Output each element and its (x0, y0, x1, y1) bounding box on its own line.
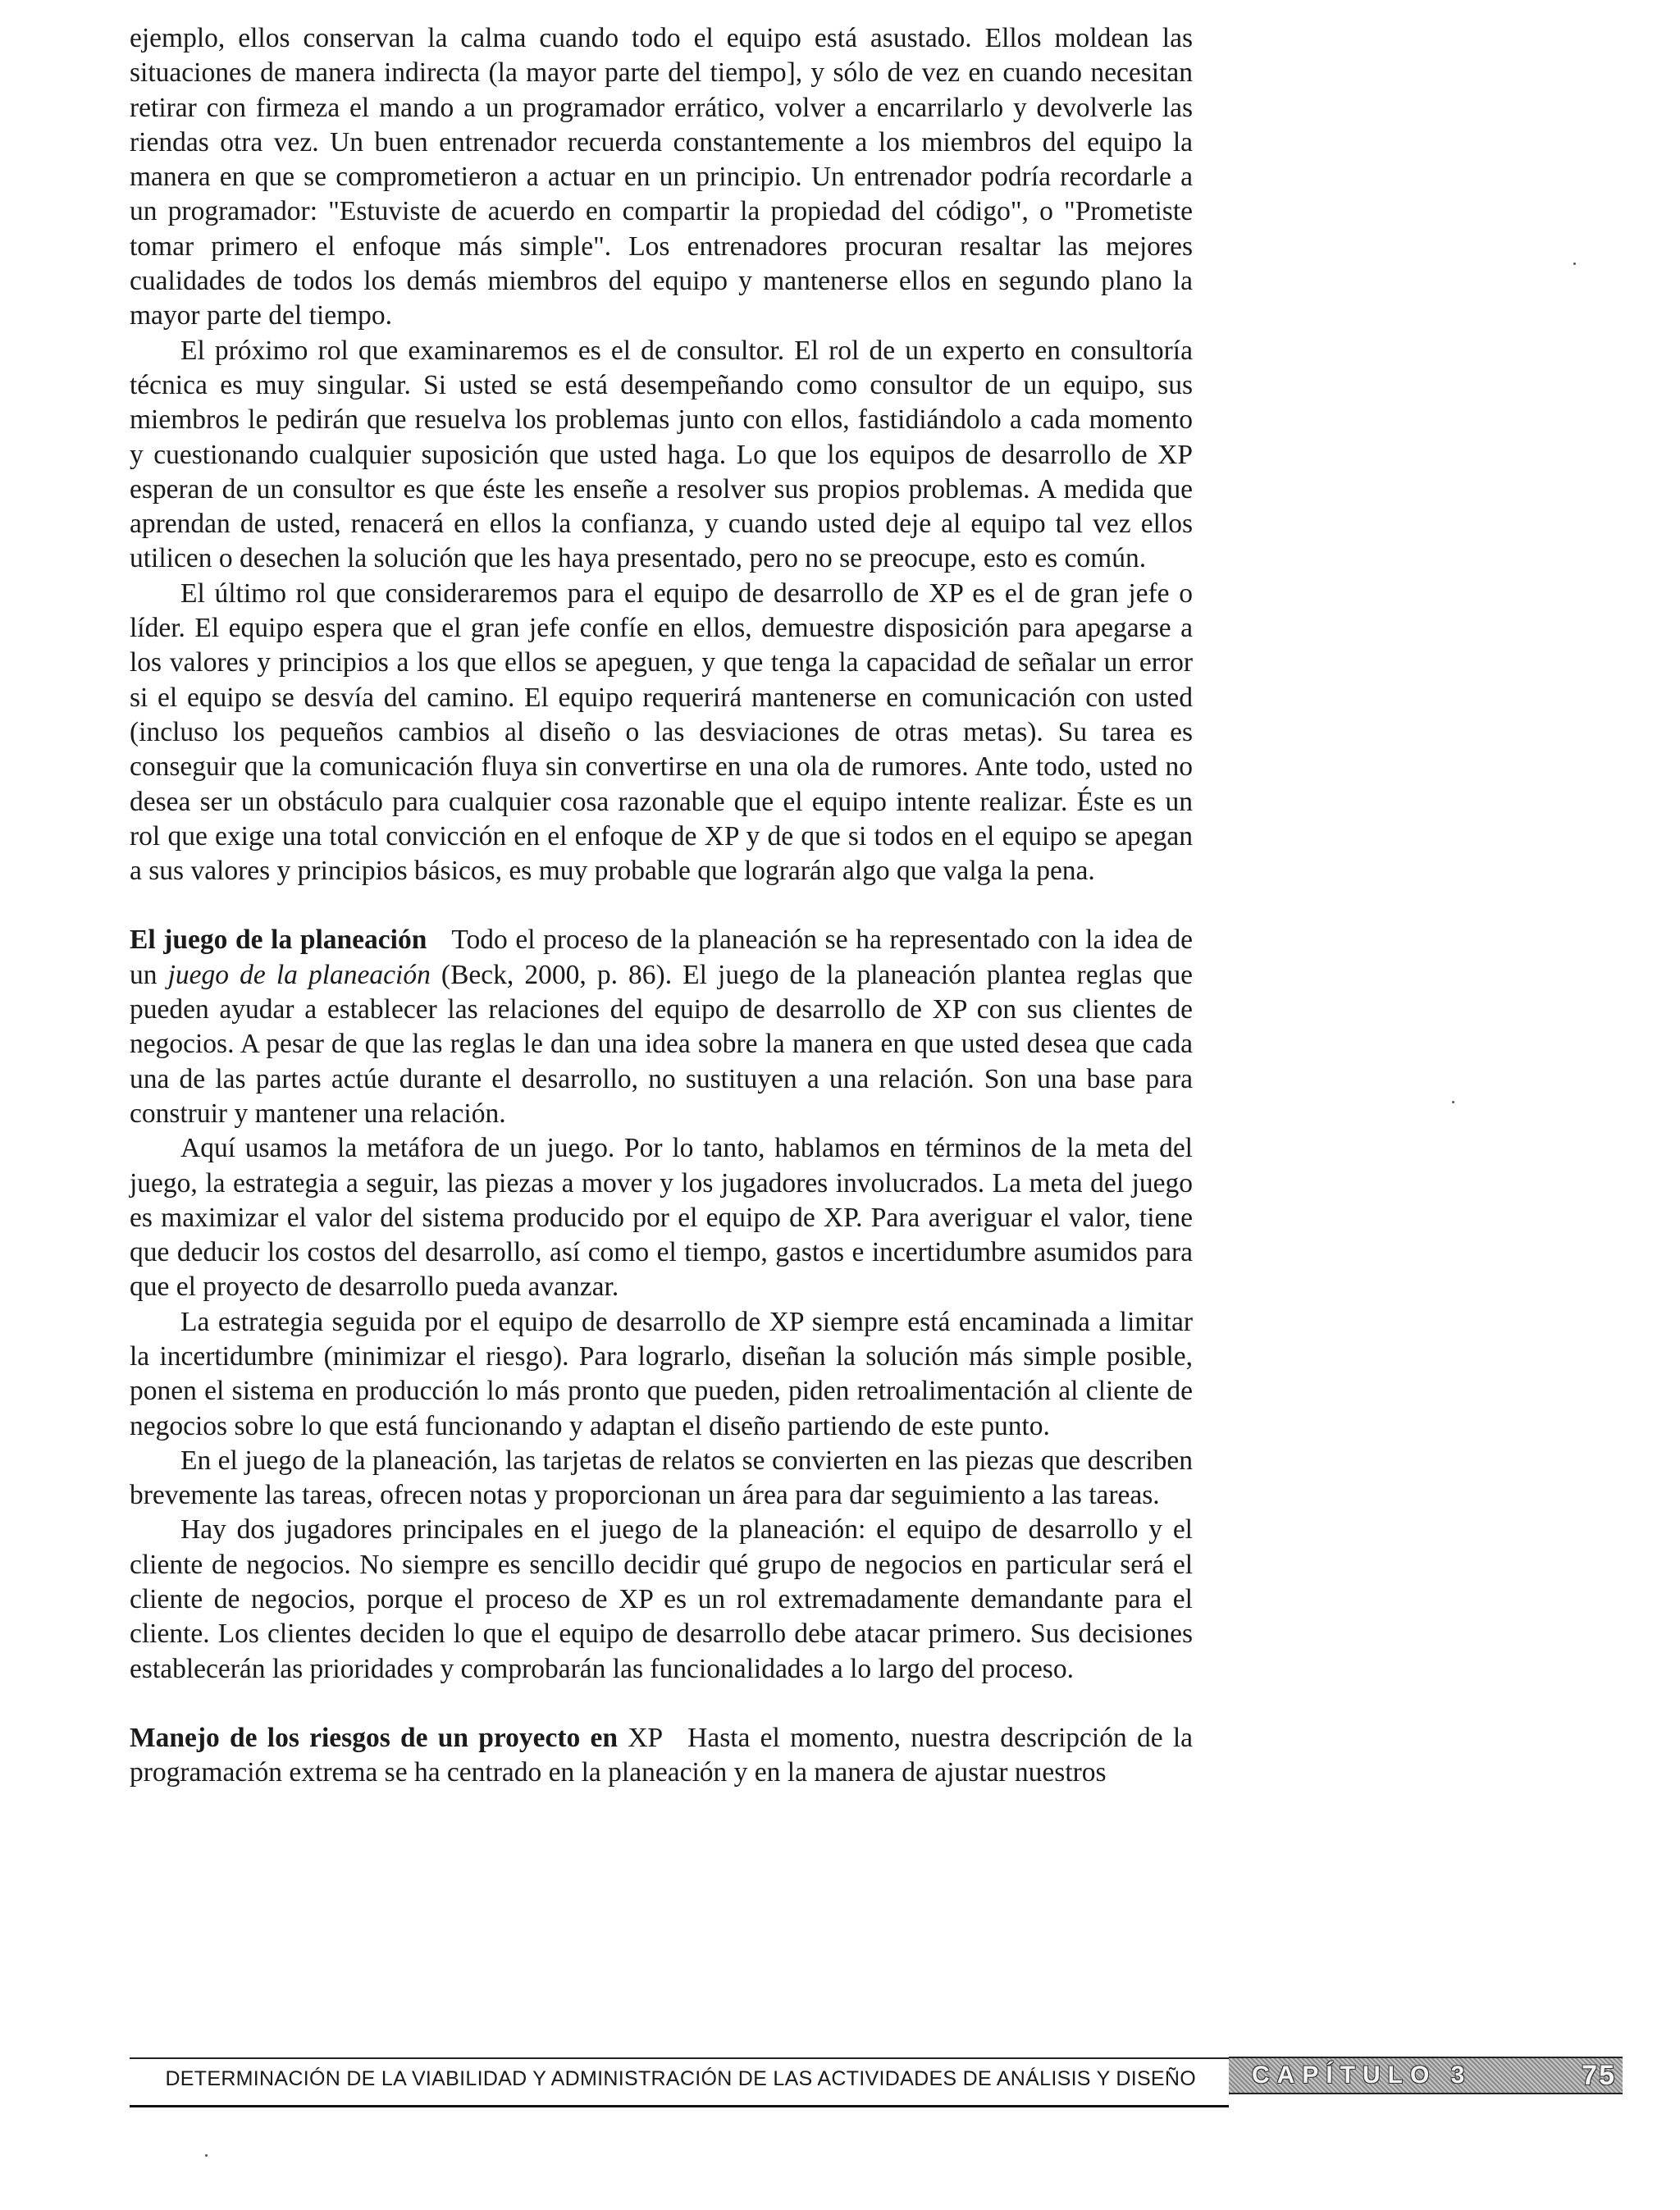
paragraph-consultant: El próximo rol que examinaremos es el de consultor. El rol de un experto en consultoría técnica es muy singular. Si usted se está desempeñando como consultor de un equipo, sus miembros le pedirán que resuelva los problemas junto con ellos, fastidiándolo a cada momento y cuestionando cualquier suposición que usted haga. Lo que los equipos de desarrollo de XP esperan de un consultor es que éste les enseñe a resolver sus propios problemas. A medida que aprendan de usted, renacerá en ellos la confianza, y cuando usted deje al equipo tal vez ellos utilicen o desechen la solución que les haya presentado, pero no se preocupe, esto es común. (130, 335, 1193, 574)
paragraph-planning-game-italic: juego de la planeación (167, 959, 431, 990)
paragraph-metaphor: Aquí usamos la metáfora de un juego. Por lo tanto, hablamos en términos de la meta del juego, la estrategia a seguir, las piezas a mover y los jugadores involucrados. La meta del juego es maximizar el valor del sistema producido por el equipo de XP. Para averiguar el valor, tiene que deducir los costos del desarrollo, así como el tiempo, gastos e incertidumbre asumidos para que el proyecto de desarrollo pueda avanzar. (130, 1133, 1193, 1303)
chapter-tab (1229, 2057, 1623, 2094)
footer-rule-top (130, 2057, 1229, 2059)
paragraph-big-boss: El último rol que consideraremos para el equipo de desarrollo de XP es el de gran jefe o líder. El equipo espera que el gran jefe confíe en ellos, demuestre disposición para apegarse a los valores y principios a los que ellos se apeguen, y que tenga la capacidad de señalar un error si el equipo se desvía del camino. El equipo requerirá mantenerse en comunicación con usted (incluso los pequeños cambios al diseño o las desviaciones de otras metas). Su tarea es conseguir que la comunicación fluya sin convertirse en una ola de rumores. Ante todo, usted no desea ser un obstáculo para cualquier cosa razonable que el equipo intente realizar. Éste es un rol que exige una total convicción en el enfoque de XP y de que si todos en el equipo se apegan a sus valores y principios básicos, es muy probable que lograrán algo que valga la pena. (130, 578, 1193, 887)
page-number: 75 (1582, 2059, 1616, 2091)
paragraph-coach: ejemplo, ellos conservan la calma cuando todo el equipo está asustado. Ellos moldean las situaciones de manera indirecta (la mayor parte del tiempo], y sólo de vez en cuando necesitan retirar con firmeza el mando a un programador errático, volver a encarrilarlo y devolverle las riendas otra vez. Un buen entrenador recuerda constantemente a los miembros del equipo la manera en que se comprometieron a actuar en un principio. Un entrenador podría recordarle a un programador: "Estuviste de acuerdo en compartir la propiedad del código", o "Prometiste tomar primero el enfoque más simple". Los entrenadores procuran resaltar las mejores cualidades de todos los demás miembros del equipo y mantenerse ellos en segundo plano la mayor parte del tiempo. (130, 23, 1193, 331)
chapter-label: CAPÍTULO 3 (1252, 2062, 1472, 2089)
paragraph-planning-game (130, 923, 1193, 1131)
body-text (130, 21, 1193, 1791)
paragraph-planning-game-text-b: (Beck, 2000, p. 86). El juego de la planeación plantea reglas que pueden ayudar a establecer las relaciones del equipo de desarrollo de XP con sus clientes de negocios. A pesar de que las reglas le dan una idea sobre la manera en que usted desea que cada una de las partes actúe durante el desarrollo, no sustituyen a una relación. Son una base para construir y mantener una relación. (130, 959, 1193, 1129)
scan-speck (205, 2154, 208, 2157)
paragraph-players: Hay dos jugadores principales en el juego de la planeación: el equipo de desarrollo y el cliente de negocios. No siempre es sencillo decidir qué grupo de negocios en particular será el cliente de negocios, porque el proceso de XP es un rol extremadamente demandante para el cliente. Los clientes deciden lo que el equipo de desarrollo debe atacar primero. Sus decisiones establecerán las prioridades y comprobarán las funcionalidades a lo largo del proceso. (130, 1514, 1193, 1684)
paragraph-planning-game-text-a: Todo el proceso de la planeación se ha representado con la idea de un (130, 925, 1193, 990)
paragraph-strategy: La estrategia seguida por el equipo de desarrollo de XP siempre está encaminada a limitar la incertidumbre (minimizar el riesgo). Para lograrlo, diseñan la solución más simple posible, ponen el sistema en producción lo más pronto que pueden, piden retroalimentación al cliente de negocios sobre lo que está funcionando y adaptan el diseño partiendo de este punto. (130, 1306, 1193, 1441)
scan-speck (1573, 263, 1576, 265)
paragraph-risk-management-text: Hasta el momento, nuestra descripción de la programación extrema se ha centrado en la planeación y en la manera de ajustar nuestros (130, 1722, 1193, 1788)
section-heading-risk-management: Manejo de los riesgos de un proyecto en (130, 1722, 619, 1753)
footer-rule-bottom (130, 2105, 1229, 2107)
footer-running-title: DETERMINACIÓN DE LA VIABILIDAD Y ADMINISTRACIÓN DE LAS ACTIVIDADES DE ANÁLISIS Y DISEÑO (165, 2067, 1196, 2090)
section-heading-planning-game: El juego de la planeación (130, 925, 427, 956)
paragraph-story-cards: En el juego de la planeación, las tarjetas de relatos se convierten en las piezas que describen brevemente las tareas, ofrecen notas y proporcionan un área para dar seguimiento a las tareas. (130, 1445, 1193, 1511)
section-heading-risk-management-xp: XP (628, 1722, 664, 1753)
scan-speck (1452, 1101, 1454, 1103)
paragraph-risk-management (130, 1721, 1193, 1791)
